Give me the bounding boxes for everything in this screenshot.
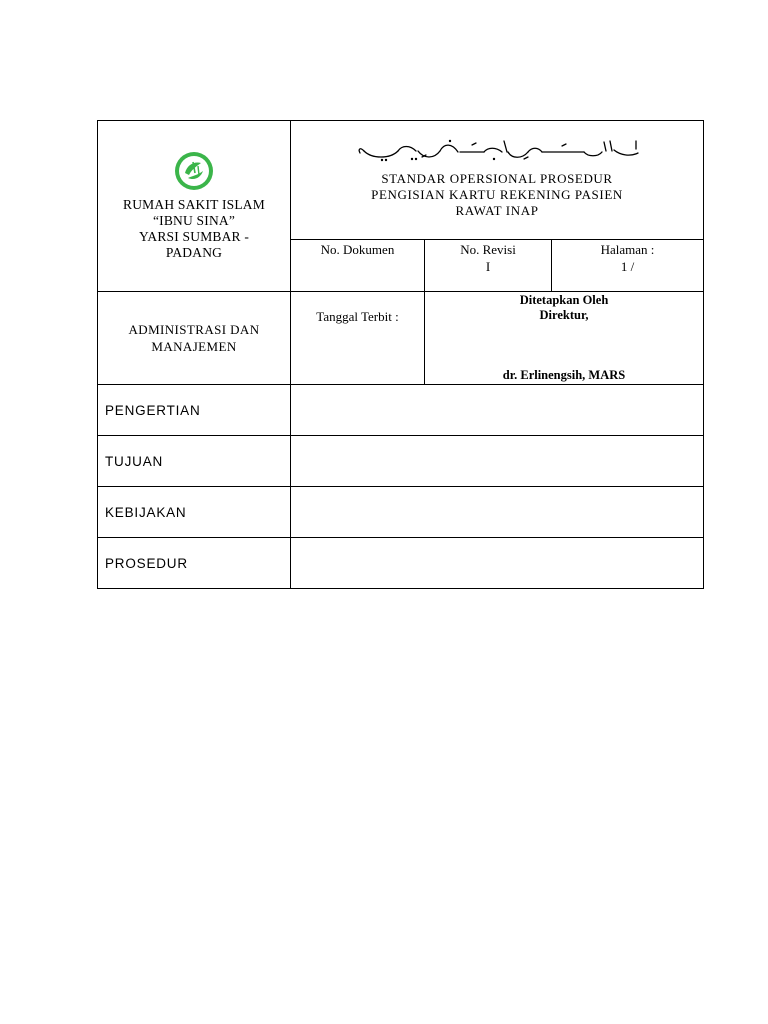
section-body-prosedur <box>291 538 704 589</box>
hospital-cell <box>98 121 291 292</box>
approval-row <box>98 292 704 385</box>
section-row <box>98 538 704 589</box>
approval-cell <box>425 292 704 385</box>
section-row <box>98 385 704 436</box>
sop-title-line: RAWAT INAP <box>455 203 539 218</box>
title-cell <box>291 121 704 240</box>
section-row <box>98 487 704 538</box>
basmala-calligraphy-icon <box>352 135 642 165</box>
no-dokumen-label: No. Dokumen <box>320 242 395 257</box>
tanggal-terbit-label: Tanggal Terbit : <box>316 309 399 324</box>
direktur-label: Direktur, <box>539 308 589 322</box>
section-row <box>98 436 704 487</box>
no-dokumen-cell <box>291 240 425 292</box>
section-label-tujuan: TUJUAN <box>98 436 291 487</box>
hospital-logo-icon <box>174 151 214 191</box>
logo-emblem <box>174 151 214 191</box>
ditetapkan-label: Ditetapkan Oleh <box>519 293 609 307</box>
no-revisi-label: No. Revisi <box>460 242 516 257</box>
header-row <box>98 121 704 240</box>
department-line: ADMINISTRASI DAN <box>128 322 260 337</box>
hospital-name <box>98 197 290 261</box>
section-body-tujuan <box>291 436 704 487</box>
sop-title-line: PENGISIAN KARTU REKENING PASIEN <box>371 187 623 202</box>
no-revisi-cell <box>425 240 552 292</box>
section-body-pengertian <box>291 385 704 436</box>
sop-form-table <box>97 120 704 589</box>
tanggal-terbit-cell <box>291 292 425 385</box>
hospital-name-line: PADANG <box>165 245 223 260</box>
hospital-name-line: “IBNU SINA” <box>152 213 236 228</box>
department-cell <box>98 292 291 385</box>
halaman-cell <box>552 240 704 292</box>
section-label-kebijakan: KEBIJAKAN <box>98 487 291 538</box>
halaman-label: Halaman : <box>600 242 655 257</box>
department-line: MANAJEMEN <box>151 339 237 354</box>
hospital-name-line: YARSI SUMBAR - <box>138 229 250 244</box>
hospital-name-line: RUMAH SAKIT ISLAM <box>123 197 265 212</box>
signer-name: dr. Erlinengsih, MARS <box>502 368 626 382</box>
section-label-prosedur: PROSEDUR <box>98 538 291 589</box>
sop-title <box>291 171 703 219</box>
section-label-pengertian: PENGERTIAN <box>98 385 291 436</box>
section-body-kebijakan <box>291 487 704 538</box>
halaman-value: 1 / <box>620 259 635 274</box>
sop-title-line: STANDAR OPERSIONAL PROSEDUR <box>381 171 613 186</box>
no-revisi-value: I <box>485 259 491 274</box>
